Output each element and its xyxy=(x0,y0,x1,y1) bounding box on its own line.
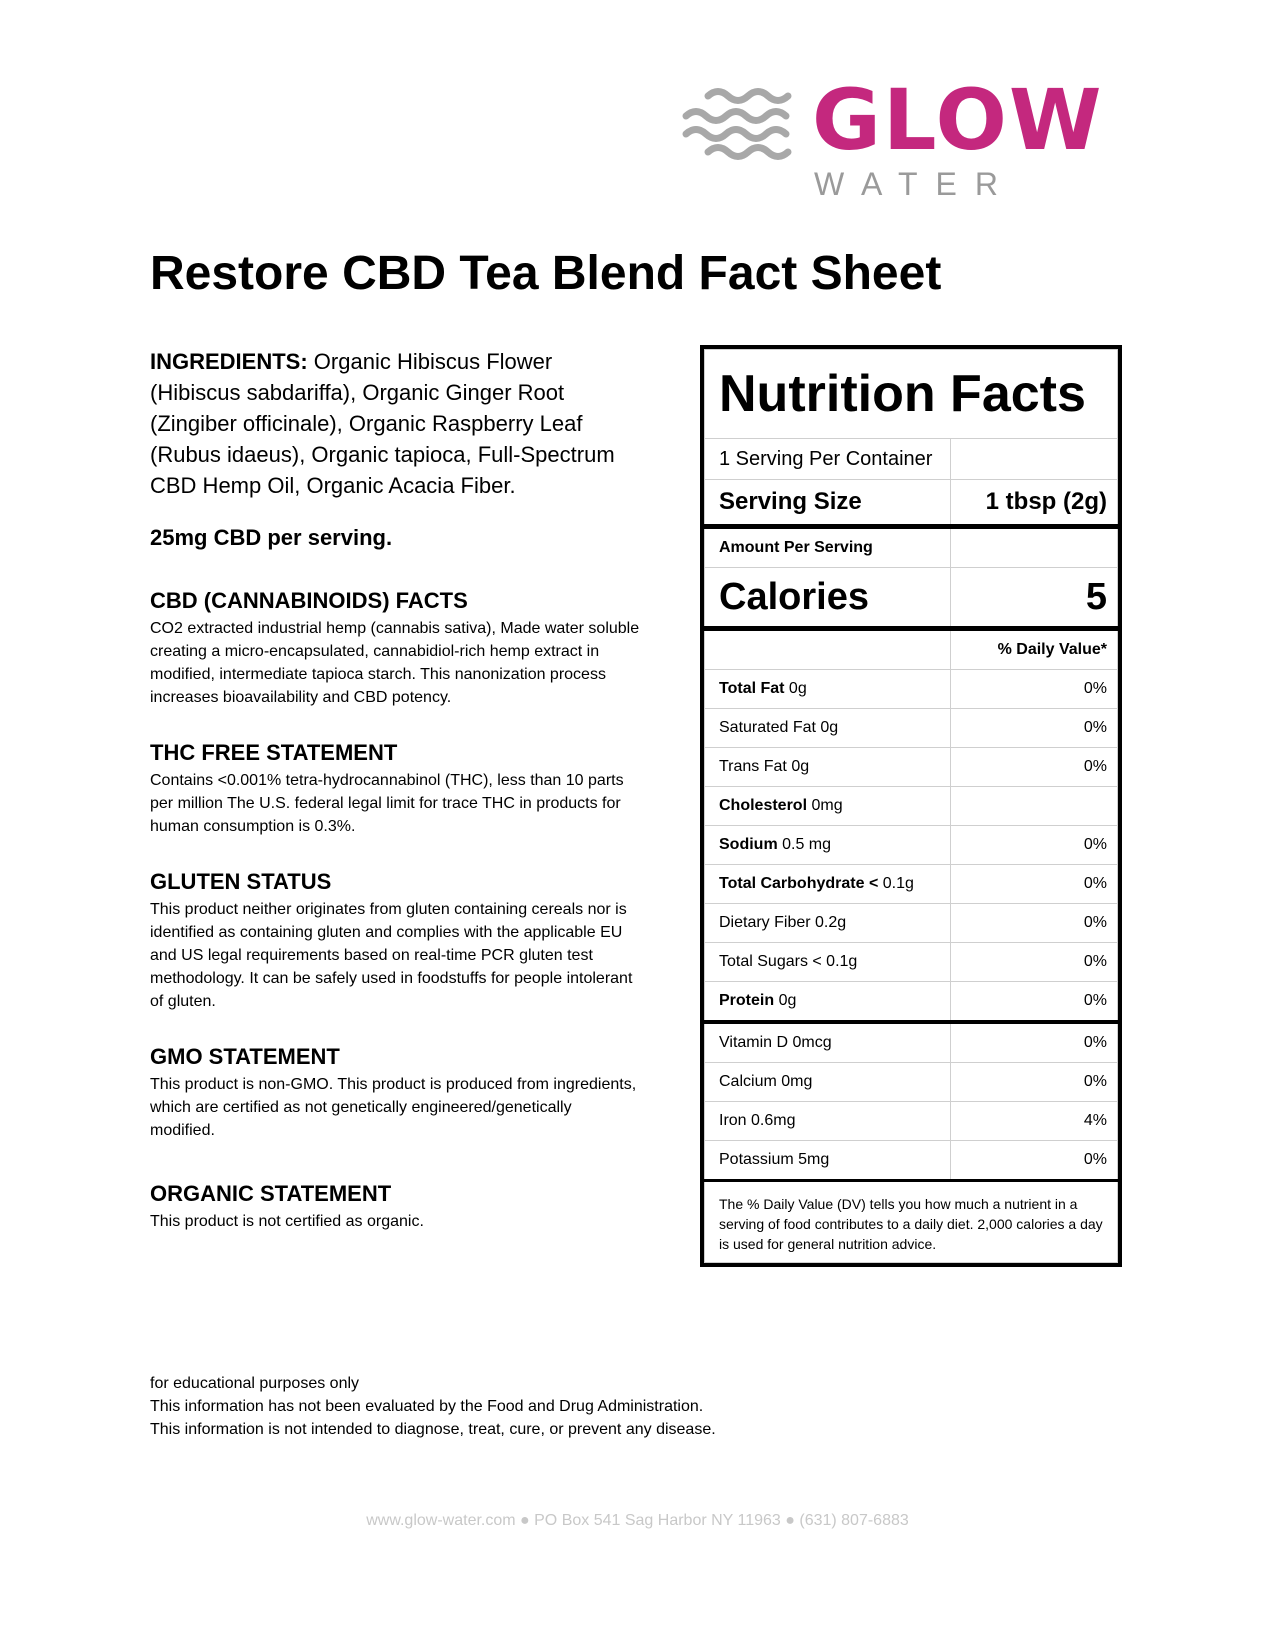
calories-label: Calories xyxy=(705,568,951,629)
nutrient-name: Iron 0.6mg xyxy=(705,1102,951,1141)
disclaimer-line: This information is not intended to diagnose, treat, cure, or prevent any disease. xyxy=(150,1421,716,1438)
section-body-cbd: CO2 extracted industrial hemp (cannabis sativa), Made water soluble creating a micro-encapsulated, cannabidiol-rich hemp extract in modified, intermediate tapioca starch. This nanonization process increases bioavailability and CBD potency. xyxy=(150,620,640,706)
nutrient-dv xyxy=(951,787,1118,826)
waves-icon xyxy=(680,84,800,164)
nutrient-dv: 0% xyxy=(951,826,1118,865)
serving-size-label: Serving Size xyxy=(705,480,951,527)
nutrition-facts-panel xyxy=(700,345,1122,1267)
nutrient-row xyxy=(705,982,1118,1023)
section-body-gmo: This product is non-GMO. This product is produced from ingredients, which are certified as not genetically engineered/genetically modified. xyxy=(150,1076,637,1139)
nutrient-row xyxy=(705,1141,1118,1181)
nutrient-row xyxy=(705,787,1118,826)
nutrient-row xyxy=(705,943,1118,982)
section-body-gluten: This product neither originates from gluten containing cereals nor is identified as containing gluten and complies with the applicable EU and US legal requirements based on real-time PCR gluten test methodology. It can be safely used in foodstuffs for people intolerant of gluten. xyxy=(150,901,633,1010)
ingredients xyxy=(150,346,640,501)
nutrition-heading: Nutrition Facts xyxy=(705,350,1118,439)
brand-logo xyxy=(680,71,1120,210)
brand-subtitle: WATER xyxy=(814,166,1016,202)
nutrient-name: Potassium 5mg xyxy=(705,1141,951,1181)
section-title-gluten: GLUTEN STATUS xyxy=(150,869,332,894)
nutrient-dv: 0% xyxy=(951,982,1118,1023)
daily-value-footnote: The % Daily Value (DV) tells you how much a nutrient in a serving of food contributes to a daily diet. 2,000 calories a day is used for general nutrition advice. xyxy=(705,1181,1118,1263)
disclaimer-line: for educational purposes only xyxy=(150,1375,360,1392)
nutrient-dv: 0% xyxy=(951,748,1118,787)
page-title: Restore CBD Tea Blend Fact Sheet xyxy=(150,247,942,300)
nutrition-table xyxy=(704,349,1118,1263)
nutrient-row xyxy=(705,1063,1118,1102)
nutrient-name: Sodium 0.5 mg xyxy=(705,826,951,865)
nutrient-dv: 4% xyxy=(951,1102,1118,1141)
nutrient-name: Calcium 0mg xyxy=(705,1063,951,1102)
nutrient-name: Cholesterol 0mg xyxy=(705,787,951,826)
nutrient-row xyxy=(705,709,1118,748)
nutrient-row xyxy=(705,1022,1118,1063)
section-title-gmo: GMO STATEMENT xyxy=(150,1044,340,1069)
nutrient-name: Total Fat 0g xyxy=(705,670,951,709)
servings-per-container: 1 Serving Per Container xyxy=(705,439,951,480)
section-title-organic: ORGANIC STATEMENT xyxy=(150,1181,392,1206)
disclaimer-line: This information has not been evaluated by the Food and Drug Administration. xyxy=(150,1398,704,1415)
nutrient-name: Dietary Fiber 0.2g xyxy=(705,904,951,943)
nutrient-name: Trans Fat 0g xyxy=(705,748,951,787)
section-body-organic: This product is not certified as organic. xyxy=(150,1213,424,1230)
nutrient-dv: 0% xyxy=(951,1141,1118,1181)
nutrient-row xyxy=(705,670,1118,709)
section-body-thc: Contains <0.001% tetra-hydrocannabinol (THC), less than 10 parts per million The U.S. federal legal limit for trace THC in products for human consumption is 0.3%. xyxy=(150,772,624,835)
nutrient-row xyxy=(705,904,1118,943)
nutrient-row xyxy=(705,865,1118,904)
nutrient-name: Saturated Fat 0g xyxy=(705,709,951,748)
cbd-per-serving: 25mg CBD per serving. xyxy=(150,525,393,550)
nutrient-dv: 0% xyxy=(951,1022,1118,1063)
nutrient-dv: 0% xyxy=(951,865,1118,904)
section-title-thc: THC FREE STATEMENT xyxy=(150,740,398,765)
nutrient-row xyxy=(705,826,1118,865)
nutrient-name: Vitamin D 0mcg xyxy=(705,1022,951,1063)
nutrient-row xyxy=(705,1102,1118,1141)
serving-size-value: 1 tbsp (2g) xyxy=(951,480,1118,527)
ingredients-label: INGREDIENTS: xyxy=(150,349,308,374)
daily-value-header: % Daily Value* xyxy=(951,629,1118,670)
amount-per-serving: Amount Per Serving xyxy=(705,527,951,568)
contact-footer: www.glow-water.com ● PO Box 541 Sag Harbor NY 11963 ● (631) 807-6883 xyxy=(366,1512,909,1529)
brand-name: GLOW xyxy=(812,71,1104,169)
left-column xyxy=(150,346,640,1233)
nutrient-dv: 0% xyxy=(951,943,1118,982)
nutrient-dv: 0% xyxy=(951,904,1118,943)
nutrient-dv: 0% xyxy=(951,709,1118,748)
nutrient-name: Total Sugars < 0.1g xyxy=(705,943,951,982)
nutrient-name: Protein 0g xyxy=(705,982,951,1023)
nutrient-dv: 0% xyxy=(951,1063,1118,1102)
calories-value: 5 xyxy=(951,568,1118,629)
nutrient-name: Total Carbohydrate < 0.1g xyxy=(705,865,951,904)
section-title-cbd: CBD (CANNABINOIDS) FACTS xyxy=(150,588,468,613)
disclaimer xyxy=(150,1372,716,1441)
nutrient-row xyxy=(705,748,1118,787)
ingredients-text: Organic Hibiscus Flower (Hibiscus sabdariffa), Organic Ginger Root (Zingiber officinale), Organic Raspberry Leaf (Rubus idaeus), Organic tapioca, Full-Spectrum CBD Hemp Oil, Organic Acacia Fiber. xyxy=(150,349,615,498)
nutrient-dv: 0% xyxy=(951,670,1118,709)
